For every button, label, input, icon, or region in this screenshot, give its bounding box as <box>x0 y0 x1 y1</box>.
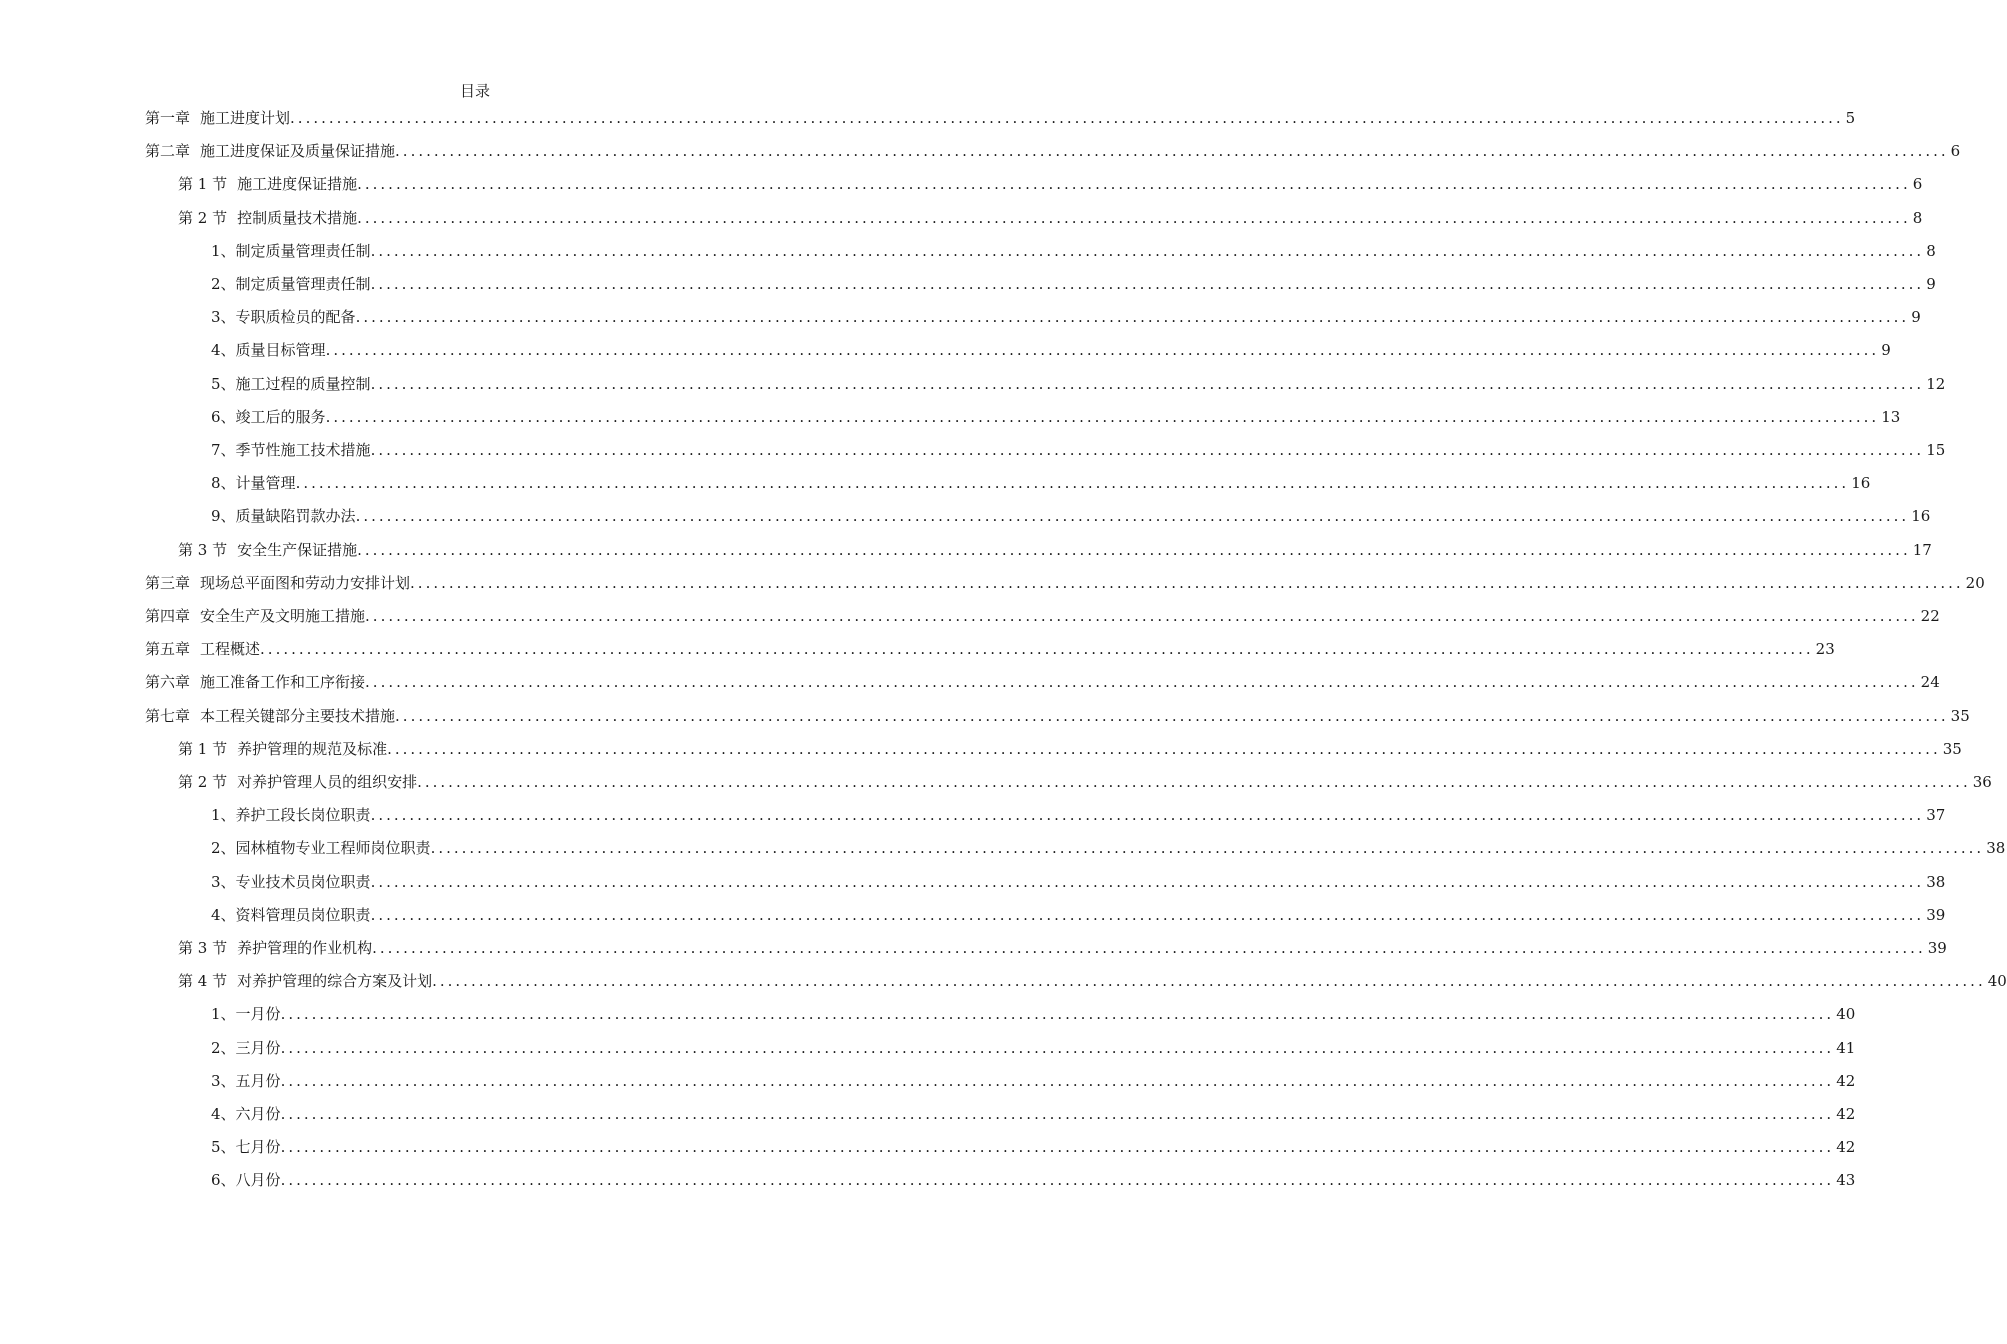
toc-entry-label: 季节性施工技术措施 <box>235 441 371 459</box>
toc-entry-number: 1、 <box>211 1005 236 1024</box>
toc-entry-label: 对养护管理人员的组织安排 <box>237 773 418 791</box>
toc-entry[interactable] <box>211 1004 1856 1024</box>
toc-dot-leader: ........................................................................................................................................................................................................ <box>370 441 1925 459</box>
toc-entry-number: 第七章 <box>145 706 191 725</box>
toc-entry-page-number: 42 <box>1836 1071 1856 1090</box>
toc-entry-label: 对养护管理的综合方案及计划 <box>237 972 433 991</box>
toc-entry-number: 6、 <box>211 1171 236 1190</box>
toc-entry-label: 养护管理的作业机构 <box>237 939 373 957</box>
toc-entry-page-number: 15 <box>1926 441 1946 459</box>
toc-entry-page-number: 36 <box>1972 773 1992 791</box>
toc-entry[interactable] <box>211 374 1946 394</box>
toc-entry[interactable] <box>145 141 1961 161</box>
toc-entry-page-number: 39 <box>1927 939 1947 957</box>
toc-entry[interactable] <box>178 938 1947 958</box>
toc-entry[interactable] <box>145 706 1970 726</box>
toc-dot-leader: ........................................................................................................................................................................................................ <box>280 1005 1835 1024</box>
toc-entry-page-number: 23 <box>1815 640 1835 659</box>
toc-entry[interactable] <box>211 1104 1856 1124</box>
toc-entry-number: 4、 <box>211 1105 236 1123</box>
toc-entry-page-number: 38 <box>1986 839 2006 858</box>
toc-entry-page-number: 9 <box>1911 308 1921 327</box>
toc-dot-leader: ........................................................................................................................................................................................................ <box>387 739 1941 758</box>
toc-entry-label: 质量缺陷罚款办法 <box>235 507 356 526</box>
toc-entry-page-number: 5 <box>1845 109 1856 127</box>
toc-entry-page-number: 37 <box>1926 806 1946 825</box>
toc-entry-page-number: 9 <box>1926 275 1936 293</box>
toc-entry[interactable] <box>211 307 1921 327</box>
toc-title: 目录 <box>459 82 490 100</box>
toc-entry-label: 控制质量技术措施 <box>237 208 358 227</box>
toc-entry-number: 第 3 节 <box>178 939 228 957</box>
toc-entry[interactable] <box>211 805 1946 825</box>
toc-entry-page-number: 17 <box>1912 540 1932 559</box>
toc-dot-leader: ........................................................................................................................................................................................................ <box>295 474 1850 493</box>
toc-entry[interactable] <box>178 772 1992 792</box>
toc-dot-leader: ........................................................................................................................................................................................................ <box>432 972 1986 991</box>
toc-entry-page-number: 24 <box>1920 673 1940 692</box>
toc-entry-label: 养护工段长岗位职责 <box>235 806 371 825</box>
toc-dot-leader: ........................................................................................................................................................................................................ <box>370 872 1925 891</box>
toc-entry-number: 7、 <box>211 441 236 459</box>
toc-entry-label: 计量管理 <box>235 474 296 493</box>
toc-entry-label: 七月份 <box>235 1138 281 1157</box>
toc-entry-number: 第 2 节 <box>178 773 228 791</box>
toc-entry-label: 制定质量管理责任制 <box>235 241 371 260</box>
toc-entry-page-number: 16 <box>1851 474 1871 493</box>
toc-dot-leader: ........................................................................................................................................................................................................ <box>355 507 1910 526</box>
toc-entry-number: 第 2 节 <box>178 208 228 227</box>
toc-dot-leader: ........................................................................................................................................................................................................ <box>325 341 1880 360</box>
toc-entry[interactable] <box>145 573 1985 593</box>
toc-entry[interactable] <box>211 440 1946 460</box>
toc-entry-number: 第 4 节 <box>178 972 228 991</box>
toc-entry[interactable] <box>211 241 1936 261</box>
toc-entry[interactable] <box>178 971 2007 991</box>
toc-entry[interactable] <box>211 1170 1856 1190</box>
toc-entry-label: 专业技术员岗位职责 <box>235 872 371 891</box>
toc-dot-leader: ........................................................................................................................................................................................................ <box>355 308 1910 327</box>
toc-entry-number: 5、 <box>211 374 236 393</box>
toc-entry-label: 施工进度保证及质量保证措施 <box>200 142 396 161</box>
toc-dot-leader: ........................................................................................................................................................................................................ <box>370 806 1925 825</box>
toc-entry[interactable] <box>145 672 1940 692</box>
toc-dot-leader: ........................................................................................................................................................................................................ <box>280 1138 1835 1157</box>
toc-entry-label: 制定质量管理责任制 <box>235 275 371 293</box>
toc-entry-number: 第一章 <box>145 109 191 127</box>
toc-entry-number: 4、 <box>211 905 236 924</box>
toc-entry-page-number: 40 <box>1836 1005 1856 1024</box>
toc-dot-leader: ........................................................................................................................................................................................................ <box>395 706 1949 725</box>
toc-entry[interactable] <box>211 1071 1856 1091</box>
toc-entry-label: 本工程关键部分主要技术措施 <box>200 706 396 725</box>
toc-entry-page-number: 20 <box>1965 573 1985 592</box>
toc-entry-number: 2、 <box>211 839 236 858</box>
toc-entry-page-number: 12 <box>1926 374 1946 393</box>
toc-dot-leader: ........................................................................................................................................................................................................ <box>260 640 1814 659</box>
toc-entry-page-number: 42 <box>1836 1105 1856 1123</box>
toc-dot-leader: ........................................................................................................................................................................................................ <box>370 275 1925 293</box>
toc-entry-label: 三月份 <box>235 1038 281 1057</box>
toc-entry-label: 资料管理员岗位职责 <box>235 905 371 924</box>
toc-entry-number: 6、 <box>211 407 236 426</box>
toc-entry-number: 2、 <box>211 1038 236 1057</box>
toc-entry-number: 第五章 <box>145 640 191 659</box>
toc-entry[interactable] <box>145 108 1856 128</box>
toc-entry[interactable] <box>145 639 1835 659</box>
toc-entry-number: 1、 <box>211 806 236 825</box>
toc-entry-page-number: 35 <box>1942 739 1962 758</box>
toc-entry-number: 9、 <box>211 507 236 526</box>
toc-entry-page-number: 39 <box>1926 905 1946 924</box>
toc-entry-number: 3、 <box>211 872 236 891</box>
toc-entry[interactable] <box>211 1038 1856 1058</box>
toc-dot-leader: ........................................................................................................................................................................................................ <box>280 1171 1835 1190</box>
toc-dot-leader: ........................................................................................................................................................................................................ <box>357 208 1911 227</box>
toc-entry-label: 园林植物专业工程师岗位职责 <box>235 839 431 858</box>
toc-entry-label: 工程概述 <box>200 640 261 659</box>
toc-entry-label: 施工准备工作和工序衔接 <box>200 673 366 692</box>
toc-entry-number: 第 1 节 <box>178 175 228 194</box>
toc-dot-leader: ........................................................................................................................................................................................................ <box>280 1071 1835 1090</box>
toc-entry-page-number: 40 <box>1987 972 2007 991</box>
toc-entry-number: 4、 <box>211 341 236 360</box>
toc-entry-page-number: 9 <box>1881 341 1891 360</box>
toc-entry-page-number: 41 <box>1836 1038 1856 1057</box>
toc-entry-label: 六月份 <box>235 1105 281 1123</box>
toc-entry-page-number: 13 <box>1881 407 1901 426</box>
toc-entry-number: 8、 <box>211 474 236 493</box>
toc-dot-leader: ........................................................................................................................................................................................................ <box>325 407 1880 426</box>
toc-entry-page-number: 38 <box>1926 872 1946 891</box>
toc-dot-leader: ........................................................................................................................................................................................................ <box>372 939 1926 957</box>
toc-entry-page-number: 8 <box>1912 208 1923 227</box>
toc-entry-label: 安全生产及文明施工措施 <box>200 607 366 625</box>
toc-entry-number: 第 3 节 <box>178 540 228 559</box>
toc-entry[interactable] <box>211 1137 1856 1157</box>
toc-entry-label: 八月份 <box>235 1171 281 1190</box>
toc-entry-number: 3、 <box>211 308 236 327</box>
toc-dot-leader: ........................................................................................................................................................................................................ <box>370 905 1925 924</box>
toc-entry[interactable] <box>211 407 1901 427</box>
toc-entry-number: 第四章 <box>145 607 191 625</box>
toc-entry[interactable] <box>211 473 1871 493</box>
toc-entry-number: 3、 <box>211 1071 236 1090</box>
toc-dot-leader: ........................................................................................................................................................................................................ <box>357 540 1911 559</box>
toc-entry-page-number: 42 <box>1836 1138 1856 1157</box>
toc-entry[interactable] <box>178 739 1962 759</box>
toc-entry-label: 施工进度保证措施 <box>237 175 358 194</box>
toc-entry-page-number: 22 <box>1920 607 1940 625</box>
toc-entry-page-number: 8 <box>1926 241 1936 260</box>
toc-dot-leader: ........................................................................................................................................................................................................ <box>370 374 1925 393</box>
toc-entry[interactable] <box>211 340 1891 360</box>
toc-entry[interactable] <box>211 872 1946 892</box>
toc-dot-leader: ........................................................................................................................................................................................................ <box>365 607 1919 625</box>
toc-entry-number: 第六章 <box>145 673 191 692</box>
toc-entry-page-number: 6 <box>1912 175 1923 194</box>
toc-entry-number: 第三章 <box>145 573 191 592</box>
toc-entry-number: 第 1 节 <box>178 739 228 758</box>
toc-entry-number: 5、 <box>211 1138 236 1157</box>
toc-dot-leader: ........................................................................................................................................................................................................ <box>280 1105 1835 1123</box>
toc-entry[interactable] <box>178 174 1923 194</box>
toc-dot-leader: ........................................................................................................................................................................................................ <box>410 573 1964 592</box>
toc-entry-label: 专职质检员的配备 <box>235 308 356 327</box>
toc-dot-leader: ........................................................................................................................................................................................................ <box>365 673 1919 692</box>
toc-entry[interactable] <box>211 905 1946 925</box>
toc-entry-page-number: 16 <box>1911 507 1931 526</box>
toc-entry[interactable] <box>145 606 1940 626</box>
toc-dot-leader: ........................................................................................................................................................................................................ <box>430 839 1985 858</box>
toc-entry[interactable] <box>211 506 1931 526</box>
toc-dot-leader: ........................................................................................................................................................................................................ <box>290 109 1844 127</box>
toc-entry-number: 2、 <box>211 275 236 293</box>
toc-entry-label: 五月份 <box>235 1071 281 1090</box>
toc-entry-number: 第二章 <box>145 142 191 161</box>
toc-entry-label: 施工过程的质量控制 <box>235 374 371 393</box>
toc-entry-label: 安全生产保证措施 <box>237 540 358 559</box>
toc-entry-label: 竣工后的服务 <box>235 407 326 426</box>
toc-entry-label: 质量目标管理 <box>235 341 326 360</box>
toc-entry-page-number: 6 <box>1950 142 1961 161</box>
toc-entry[interactable] <box>211 274 1936 294</box>
toc-dot-leader: ........................................................................................................................................................................................................ <box>280 1038 1835 1057</box>
toc-entry-label: 现场总平面图和劳动力安排计划 <box>200 573 411 592</box>
toc-entry-label: 养护管理的规范及标准 <box>237 739 388 758</box>
toc-entry-page-number: 43 <box>1836 1171 1856 1190</box>
toc-entry-label: 施工进度计划 <box>200 109 291 127</box>
toc-entry[interactable] <box>178 208 1923 228</box>
toc-entry-page-number: 35 <box>1950 706 1970 725</box>
toc-entry[interactable] <box>211 838 2006 858</box>
toc-dot-leader: ........................................................................................................................................................................................................ <box>370 241 1925 260</box>
toc-entry-number: 1、 <box>211 241 236 260</box>
toc-entry-label: 一月份 <box>235 1005 281 1024</box>
toc-dot-leader: ........................................................................................................................................................................................................ <box>395 142 1949 161</box>
toc-dot-leader: ........................................................................................................................................................................................................ <box>417 773 1971 791</box>
toc-dot-leader: ........................................................................................................................................................................................................ <box>357 175 1911 194</box>
toc-entry[interactable] <box>178 540 1932 560</box>
